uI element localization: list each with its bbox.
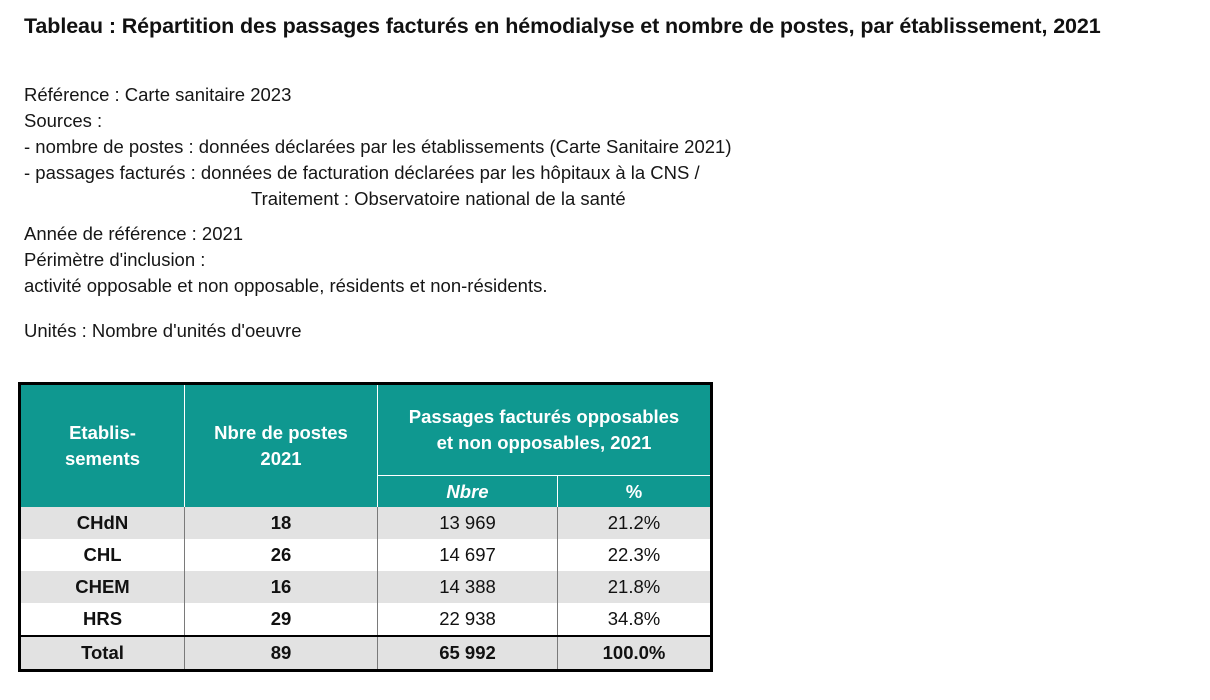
units-line: Unités : Nombre d'unités d'oeuvre — [24, 320, 302, 341]
source-postes-line: - nombre de postes : données déclarées par les établissements (Carte Sanitaire 2021) — [24, 136, 732, 157]
sources-label: Sources : — [24, 110, 103, 131]
total-row — [20, 636, 712, 671]
cell-total-pct: 100.0% — [558, 636, 712, 671]
cell-etab: CHdN — [20, 507, 185, 539]
cell-etab: HRS — [20, 603, 185, 636]
header-etab-line2: sements — [64, 448, 141, 469]
cell-postes: 18 — [185, 507, 378, 539]
perimeter-label: Périmètre d'inclusion : — [24, 249, 206, 270]
page-title: Tableau : Répartition des passages facturés en hémodialyse et nombre de postes, par établissement, 2021 — [24, 14, 1101, 38]
cell-nbre: 14 697 — [378, 539, 558, 571]
cell-nbre: 14 388 — [378, 571, 558, 603]
reference-year-line: Année de référence : 2021 — [24, 223, 244, 244]
cell-postes: 26 — [185, 539, 378, 571]
source-traitement-line: Traitement : Observatoire national de la santé — [251, 188, 626, 209]
header-postes — [185, 384, 378, 508]
perimeter-line: activité opposable et non opposable, résidents et non-résidents. — [24, 275, 548, 296]
scope-notes — [24, 221, 547, 299]
reference-line: Référence : Carte sanitaire 2023 — [24, 84, 292, 105]
table-row — [20, 539, 712, 571]
cell-pct: 21.8% — [558, 571, 712, 603]
cell-postes: 16 — [185, 571, 378, 603]
cell-pct: 34.8% — [607, 608, 661, 629]
header-passages — [378, 384, 712, 476]
cell-total-nbre: 65 992 — [378, 636, 558, 671]
cell-postes: 29 — [185, 603, 378, 636]
header-passages-line2: et non opposables, 2021 — [436, 432, 652, 453]
cell-pct: 21.2% — [558, 507, 712, 539]
table-row — [20, 571, 712, 603]
header-etab-line1: Etablis- — [69, 422, 136, 443]
header-postes-line2: 2021 — [260, 448, 302, 469]
header-etablissements — [20, 384, 185, 508]
table-row — [20, 603, 712, 636]
data-table — [18, 382, 713, 672]
cell-nbre: 13 969 — [378, 507, 558, 539]
header-postes-line1: Nbre de postes — [214, 422, 348, 443]
cell-nbre: 22 938 — [378, 603, 558, 636]
cell-pct: 22.3% — [607, 544, 661, 565]
header-nbre: Nbre — [378, 476, 558, 508]
cell-etab: CHL — [20, 539, 185, 571]
source-notes — [24, 82, 732, 212]
cell-etab: CHEM — [20, 571, 185, 603]
header-pct: % — [558, 476, 712, 508]
table-row — [20, 507, 712, 539]
cell-total-label: Total — [20, 636, 185, 671]
source-passages-line: - passages facturés : données de facturation déclarées par les hôpitaux à la CNS / — [24, 162, 700, 183]
header-passages-line1: Passages facturés opposables — [408, 406, 680, 427]
cell-total-postes: 89 — [185, 636, 378, 671]
